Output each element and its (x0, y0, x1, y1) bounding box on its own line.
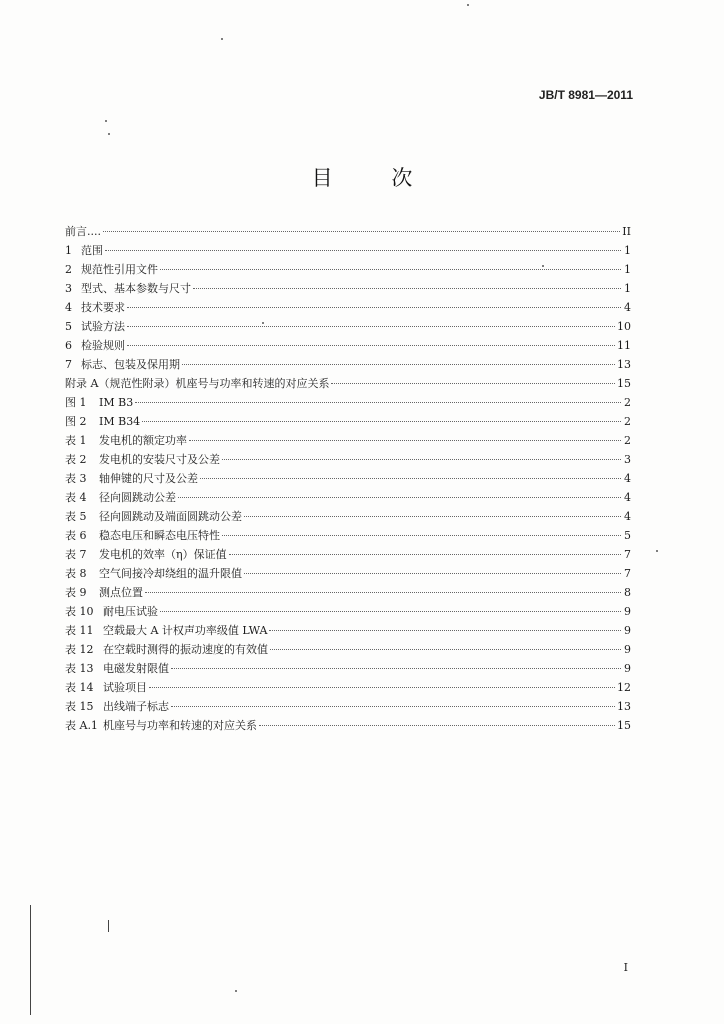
toc-entry-page: 4 (624, 472, 631, 485)
toc-dot-leader (189, 440, 621, 441)
toc-entry-title: 电磁发射限值 (103, 662, 169, 675)
toc-entry[interactable] (65, 621, 631, 640)
toc-entry-number: 表 8 (65, 567, 87, 580)
toc-entry[interactable] (65, 659, 631, 678)
toc-entry-page: 1 (624, 244, 631, 257)
toc-entry-page: 10 (617, 320, 631, 333)
scan-speck (235, 990, 237, 992)
toc-entry-title: 试验方法 (81, 320, 125, 333)
toc-entry[interactable] (65, 488, 631, 507)
toc-entry-page: 4 (624, 491, 631, 504)
toc-entry[interactable] (65, 545, 631, 564)
toc-entry-page: 4 (624, 510, 631, 523)
toc-entry-title: 检验规则 (81, 339, 125, 352)
toc-entry-page: 2 (624, 415, 631, 428)
toc-entry-number: 表 13 (65, 662, 94, 675)
toc-entry-title: 前言.... (65, 225, 101, 238)
toc-entry-number: 表 6 (65, 529, 87, 542)
toc-entry[interactable] (65, 241, 631, 260)
scan-speck (221, 38, 223, 40)
toc-entry[interactable] (65, 640, 631, 659)
toc-entry-title: 在空载时测得的振动速度的有效值 (103, 643, 268, 656)
toc-dot-leader (160, 611, 621, 612)
toc-dot-leader (229, 554, 621, 555)
toc-entry-title: 径向圆跳动及端面圆跳动公差 (99, 510, 242, 523)
toc-entry-title: 测点位置 (99, 586, 143, 599)
toc-entry-title: 试验项目 (103, 681, 147, 694)
toc-entry[interactable] (65, 222, 631, 241)
toc-entry-page: II (622, 225, 631, 238)
toc-entry-number: 1 (65, 244, 72, 257)
toc-entry-title: 稳态电压和瞬态电压特性 (99, 529, 220, 542)
toc-dot-leader (127, 326, 615, 327)
toc-entry-title: 轴伸键的尺寸及公差 (99, 472, 198, 485)
toc-entry-page: 9 (624, 643, 631, 656)
standard-code: JB/T 8981—2011 (538, 88, 633, 102)
toc-entry-title: 空载最大 A 计权声功率级值 LWA (103, 624, 268, 637)
scan-speck (656, 550, 658, 552)
toc-entry-page: 11 (617, 339, 631, 352)
toc-dot-leader (182, 364, 615, 365)
toc-entry-number: 5 (65, 320, 72, 333)
toc-entry-title: 附录 A（规范性附录）机座号与功率和转速的对应关系 (65, 377, 330, 390)
toc-entry[interactable] (65, 583, 631, 602)
toc-entry-page: 9 (624, 662, 631, 675)
toc-entry-page: 5 (624, 529, 631, 542)
toc-entry-number: 图 1 (65, 396, 87, 409)
toc-entry-title: 径向圆跳动公差 (99, 491, 176, 504)
toc-dot-leader (178, 497, 621, 498)
toc-entry-number: 4 (65, 301, 72, 314)
toc-dot-leader (259, 725, 615, 726)
toc-entry[interactable] (65, 469, 631, 488)
toc-dot-leader (135, 402, 621, 403)
toc-entry[interactable] (65, 412, 631, 431)
table-of-contents (65, 222, 631, 735)
toc-entry-page: 2 (624, 396, 631, 409)
toc-entry-number: 表 14 (65, 681, 94, 694)
toc-entry-page: 15 (617, 377, 631, 390)
toc-entry[interactable] (65, 507, 631, 526)
toc-entry-page: 7 (624, 567, 631, 580)
toc-entry-number: 表 12 (65, 643, 94, 656)
toc-dot-leader (127, 307, 621, 308)
toc-dot-leader (200, 478, 621, 479)
toc-dot-leader (331, 383, 615, 384)
toc-entry-title: 技术要求 (81, 301, 125, 314)
toc-entry[interactable] (65, 697, 631, 716)
toc-dot-leader (105, 250, 621, 251)
toc-entry-number: 图 2 (65, 415, 87, 428)
toc-entry-number: 7 (65, 358, 72, 371)
toc-entry-title: 规范性引用文件 (81, 263, 158, 276)
toc-entry-number: 表 9 (65, 586, 87, 599)
toc-entry[interactable] (65, 564, 631, 583)
toc-entry-page: 8 (624, 586, 631, 599)
toc-entry[interactable] (65, 317, 631, 336)
toc-entry-number: 表 5 (65, 510, 87, 523)
toc-entry[interactable] (65, 602, 631, 621)
toc-entry-title: IM B34 (99, 415, 141, 428)
toc-dot-leader (193, 288, 621, 289)
toc-entry[interactable] (65, 336, 631, 355)
toc-entry-page: 13 (617, 700, 631, 713)
toc-entry-page: 12 (617, 681, 631, 694)
toc-entry-number: 表 3 (65, 472, 87, 485)
toc-entry[interactable] (65, 716, 631, 735)
toc-dot-leader (103, 231, 620, 232)
toc-dot-leader (160, 269, 621, 270)
scan-edge-line (30, 905, 31, 1015)
toc-entry[interactable] (65, 260, 631, 279)
toc-entry-page: 7 (624, 548, 631, 561)
toc-entry-title: IM B3 (99, 396, 134, 409)
toc-entry[interactable] (65, 431, 631, 450)
toc-entry-page: 2 (624, 434, 631, 447)
toc-entry-number: 2 (65, 263, 72, 276)
toc-dot-leader (269, 630, 621, 631)
toc-entry-title: 耐电压试验 (103, 605, 158, 618)
toc-entry[interactable] (65, 355, 631, 374)
toc-entry[interactable] (65, 678, 631, 697)
toc-entry-page: 9 (624, 624, 631, 637)
toc-dot-leader (244, 516, 621, 517)
toc-entry-page: 9 (624, 605, 631, 618)
scan-speck (105, 120, 107, 122)
toc-dot-leader (145, 592, 621, 593)
page-number: I (623, 961, 628, 974)
scan-speck (542, 265, 544, 267)
toc-dot-leader (270, 649, 621, 650)
scan-speck (467, 4, 469, 6)
toc-entry-page: 15 (617, 719, 631, 732)
toc-entry-page: 4 (624, 301, 631, 314)
toc-entry-number: 表 10 (65, 605, 94, 618)
toc-entry[interactable] (65, 298, 631, 317)
toc-entry-title: 范围 (81, 244, 103, 257)
toc-entry-title: 型式、基本参数与尺寸 (81, 282, 191, 295)
toc-entry-number: 表 7 (65, 548, 87, 561)
toc-entry-number: 3 (65, 282, 72, 295)
toc-dot-leader (222, 535, 621, 536)
toc-entry[interactable] (65, 279, 631, 298)
toc-dot-leader (127, 345, 615, 346)
toc-title: 目 次 (311, 166, 439, 190)
toc-entry-number: 表 A.1 (65, 719, 98, 732)
toc-entry-page: 3 (624, 453, 631, 466)
toc-entry[interactable] (65, 393, 631, 412)
toc-entry[interactable] (65, 374, 631, 393)
toc-dot-leader (244, 573, 621, 574)
toc-entry[interactable] (65, 450, 631, 469)
toc-dot-leader (171, 706, 615, 707)
toc-dot-leader (171, 668, 621, 669)
toc-dot-leader (222, 459, 621, 460)
toc-entry-title: 发电机的安装尺寸及公差 (99, 453, 220, 466)
toc-entry-number: 表 1 (65, 434, 87, 447)
toc-entry-title: 机座号与功率和转速的对应关系 (103, 719, 257, 732)
toc-dot-leader (149, 687, 615, 688)
toc-entry-title: 发电机的效率（η）保证值 (99, 548, 227, 561)
toc-entry-page: 1 (624, 282, 631, 295)
toc-entry-number: 表 2 (65, 453, 87, 466)
toc-entry-page: 1 (624, 263, 631, 276)
toc-entry-number: 表 15 (65, 700, 94, 713)
toc-entry-title: 发电机的额定功率 (99, 434, 187, 447)
toc-entry[interactable] (65, 526, 631, 545)
toc-entry-title: 空气间接冷却绕组的温升限值 (99, 567, 242, 580)
toc-entry-page: 13 (617, 358, 631, 371)
toc-dot-leader (142, 421, 621, 422)
scan-edge-line (108, 920, 109, 932)
toc-entry-number: 表 4 (65, 491, 87, 504)
toc-entry-title: 标志、包装及保用期 (81, 358, 180, 371)
toc-entry-number: 6 (65, 339, 72, 352)
scan-speck (108, 133, 110, 135)
scan-speck (262, 322, 264, 324)
toc-entry-number: 表 11 (65, 624, 94, 637)
toc-entry-title: 出线端子标志 (103, 700, 169, 713)
